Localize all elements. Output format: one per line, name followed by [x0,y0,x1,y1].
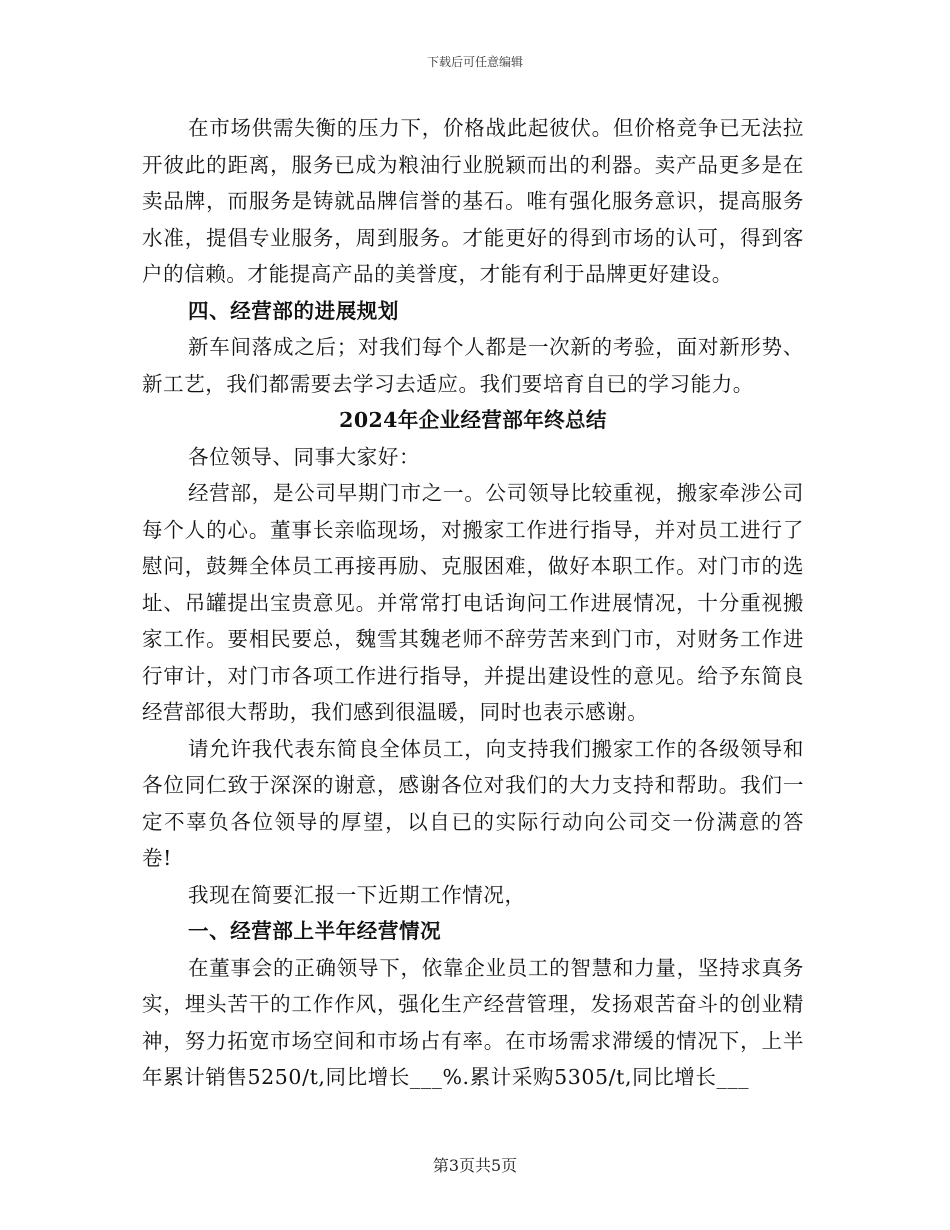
document-body [142,110,804,1096]
section-heading-first-half: 一、经营部上半年经营情况 [188,919,442,943]
document-title: 2024年企业经营部年终总结 [339,408,607,432]
greeting: 各位领导、同事大家好： [188,444,421,469]
section-heading-development-plan: 四、经营部的进展规划 [188,298,399,323]
paragraph-thanks: 请允许我代表东简良全体员工，向支持我们搬家工作的各级领导和各位同仁致于深深的谢意，感谢各位对我们的大力支持和帮助。我们一定不辜负各位领导的厚望，以自已的实际行动向公司交一份满意的答卷! [142,736,804,870]
paragraph-new-workshop: 新车间落成之后；对我们每个人都是一次新的考验，面对新形势、新工艺，我们都需要去学习去适应。我们要培育自已的学习能力。 [142,335,804,396]
paragraph-first-half-results: 在董事会的正确领导下，依靠企业员工的智慧和力量，坚持求真务实，埋头苦干的工作作风，强化生产经营管理，发扬艰苦奋斗的创业精神，努力拓宽市场空间和市场占有率。在市场需求滞缓的情况下，上半年累计销售5250/t,同比增长___%.累计采购5305/t,同比增长___ [142,955,804,1089]
paragraph-report-intro: 我现在简要汇报一下近期工作情况， [188,882,526,907]
paragraph-department-intro: 经营部，是公司早期门市之一。公司领导比较重视，搬家牵涉公司每个人的心。董事长亲临现场，对搬家工作进行指导，并对员工进行了慰问，鼓舞全体员工再接再励、克服困难，做好本职工作。对门市的选址、吊罐提出宝贵意见。并常常打电话询问工作进展情况，十分重视搬家工作。要相民要总，魏雪其魏老师不辞劳苦来到门市，对财务工作进行审计，对门市各项工作进行指导，并提出建设性的意见。给予东简良经营部很大帮助，我们感到很温暖，同时也表示感谢。 [142,481,804,724]
page-header-note: 下载后可任意编辑 [426,55,523,69]
paragraph-market-service: 在市场供需失衡的压力下，价格战此起彼伏。但价格竞争已无法拉开彼此的距离，服务已成为粮油行业脱颖而出的利器。卖产品更多是在卖品牌，而服务是铸就品牌信誉的基石。唯有强化服务意识，提高服务水准，提倡专业服务，周到服务。才能更好的得到市场的认可，得到客户的信赖。才能提高产品的美誉度，才能有利于品牌更好建设。 [142,116,804,286]
page-number: 第3页共5页 [432,1156,518,1175]
